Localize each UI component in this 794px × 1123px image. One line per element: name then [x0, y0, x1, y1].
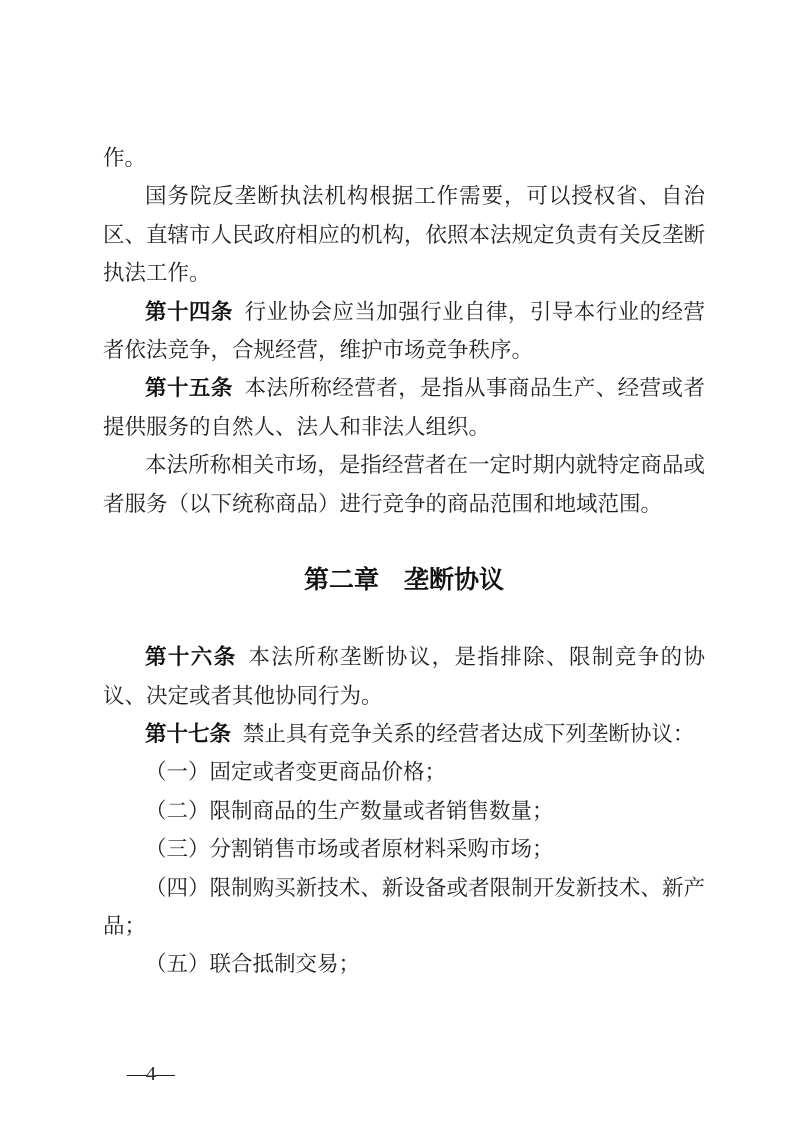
- article-number: 第十五条: [145, 376, 233, 401]
- list-item-clause: （二）限制商品的生产数量或者销售数量；: [145, 798, 554, 823]
- article-number: 第十七条: [145, 722, 232, 747]
- article-text: 行业协会应当加强行业自律，引导本行业的经营者依法竞争，合规经营，维护市场竞争秩序。: [103, 299, 705, 363]
- article-number: 第十四条: [145, 299, 233, 324]
- list-item-clause: （四）限制购买新技术、新设备或者限制开发新技术、新产品；: [103, 875, 705, 939]
- list-item-clause: （五）联合抵制交易；: [145, 952, 361, 977]
- article-text: 本法所称经营者，是指从事商品生产、经营或者提供服务的自然人、法人和非法人组织。: [103, 376, 705, 439]
- document-body: [103, 139, 705, 984]
- page-number: —4—: [127, 1063, 174, 1085]
- article-paragraph: [103, 715, 705, 753]
- article-text: 本法所称垄断协议，是指排除、限制竞争的协议、决定或者其他协同行为。: [103, 645, 705, 708]
- list-item-clause: （三）分割销售市场或者原材料采购市场；: [145, 837, 554, 862]
- list-item-clause: （一）固定或者变更商品价格；: [145, 760, 447, 785]
- paragraph: 本法所称相关市场，是指经营者在一定时期内就特定商品或者服务（以下统称商品）进行竞争的商品范围和地域范围。: [103, 453, 705, 516]
- page-footer: [127, 1062, 174, 1086]
- article-number: 第十六条: [145, 645, 237, 670]
- paragraph-continuation: 作。: [103, 146, 147, 170]
- paragraph: 国务院反垄断执法机构根据工作需要，可以授权省、自治区、直辖市人民政府相应的机构，依照本法规定负责有关反垄断执法工作。: [103, 184, 706, 286]
- article-paragraph: [103, 638, 705, 715]
- article-paragraph: [103, 369, 705, 446]
- chapter-heading: 第二章 垄断协议: [303, 566, 504, 595]
- article-text: 禁止具有竞争关系的经营者达成下列垄断协议：: [242, 722, 695, 747]
- article-paragraph: [103, 293, 705, 370]
